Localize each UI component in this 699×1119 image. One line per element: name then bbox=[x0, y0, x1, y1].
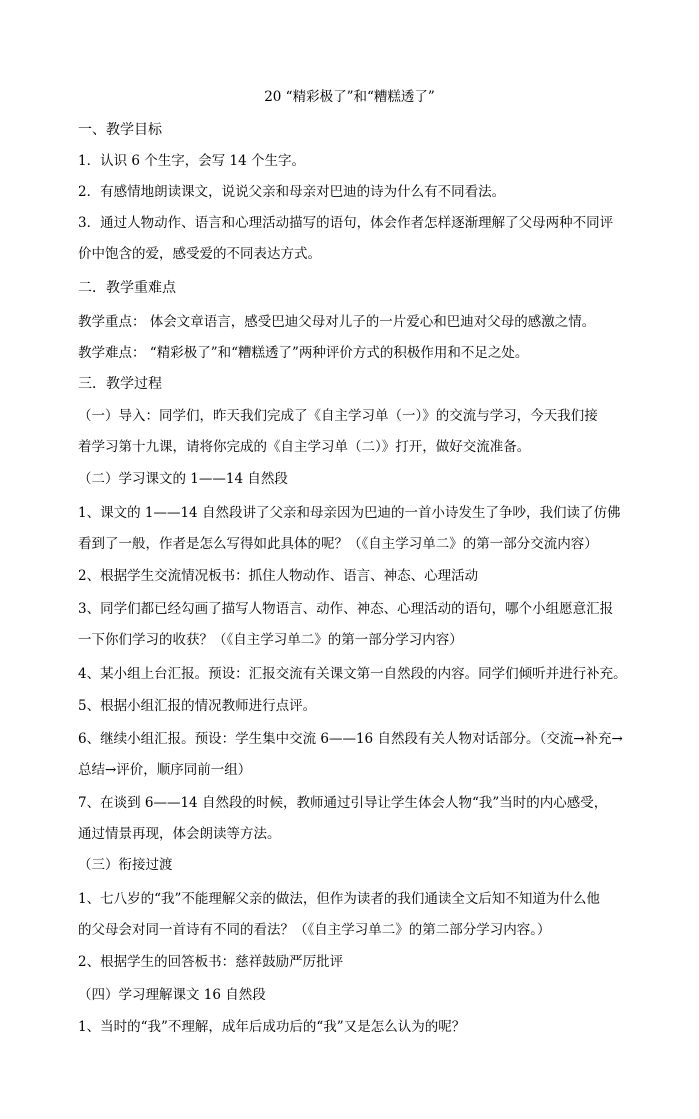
section-heading-key-points: 二．教学重难点 bbox=[78, 280, 176, 296]
process-line: 2、根据学生的回答板书：慈祥鼓励严厉批评 bbox=[78, 954, 344, 970]
section-heading-process: 三．教学过程 bbox=[78, 376, 162, 392]
process-line: 着学习第十九课，请将你完成的《自主学习单（二）》打开，做好交流准备。 bbox=[78, 439, 531, 455]
process-line: 通过情景再现，体会朗读等方法。 bbox=[78, 826, 281, 842]
difficult-point-item: 教学难点： “精彩极了”和“糟糕透了”两种评价方式的积极作用和不足之处。 bbox=[78, 345, 529, 361]
process-line: 1、课文的 1——14 自然段讲了父亲和母亲因为巴迪的一首小诗发生了争吵，我们读了仿佛 bbox=[78, 505, 621, 521]
objective-item-continued: 价中饱含的爱，感受爱的不同表达方式。 bbox=[78, 246, 321, 262]
section-heading-objectives: 一、教学目标 bbox=[78, 122, 162, 138]
key-point-item: 教学重点： 体会文章语言，感受巴迪父母对儿子的一片爱心和巴迪对父母的感激之情。 bbox=[78, 314, 596, 330]
process-line: 一下你们学习的收获？（《自主学习单二》的第一部分学习内容） bbox=[78, 632, 463, 648]
process-subheading: （二）学习课文的 1——14 自然段 bbox=[78, 471, 288, 487]
process-line: 2、根据学生交流情况板书：抓住人物动作、语言、神态、心理活动 bbox=[78, 568, 479, 584]
process-line: 3、同学们都已经勾画了描写人物语言、动作、神态、心理活动的语句，哪个小组愿意汇报 bbox=[78, 601, 614, 617]
process-subheading: （四）学习理解课文 16 自然段 bbox=[78, 987, 266, 1003]
process-line: 总结→评价，顺序同前一组） bbox=[78, 762, 252, 778]
process-line: 1、当时的“我”不理解，成年后成功后的“我”又是怎么认为的呢？ bbox=[78, 1019, 466, 1035]
process-line: 4、某小组上台汇报。预设：汇报交流有关课文第一自然段的内容。同学们倾听并进行补充。 bbox=[78, 666, 627, 682]
process-line: 的父母会对同一首诗有不同的看法？（《自主学习单二》的第二部分学习内容。） bbox=[78, 922, 551, 938]
process-line: 1、七八岁的“我”不能理解父亲的做法，但作为读者的我们通读全文后知不知道为什么他 bbox=[78, 891, 600, 907]
process-line: 5、根据小组汇报的情况教师进行点评。 bbox=[78, 698, 317, 714]
process-line: （一）导入：同学们，昨天我们完成了《自主学习单（一）》的交流与学习，今天我们接 bbox=[78, 408, 598, 424]
process-line: 7、在谈到 6——14 自然段的时候，教师通过引导让学生体会人物“我”当时的内心感受， bbox=[78, 795, 608, 811]
lesson-title: 20 “精彩极了”和“糟糕透了” bbox=[264, 89, 435, 105]
process-line: 6、继续小组汇报。预设：学生集中交流 6——16 自然段有关人物对话部分。（交流→补充→ bbox=[78, 731, 623, 747]
process-line: 看到了一般，作者是怎么写得如此具体的呢？（《自主学习单二》的第一部分交流内容） bbox=[78, 536, 598, 552]
objective-item: 2．有感情地朗读课文，说说父亲和母亲对巴迪的诗为什么有不同看法。 bbox=[78, 184, 506, 200]
objective-item: 3．通过人物动作、语言和心理活动描写的语句，体会作者怎样逐渐理解了父母两种不同评 bbox=[78, 215, 614, 231]
objective-item: 1．认识 6 个生字，会写 14 个生字。 bbox=[78, 153, 306, 169]
process-subheading: （三）衔接过渡 bbox=[78, 857, 173, 873]
